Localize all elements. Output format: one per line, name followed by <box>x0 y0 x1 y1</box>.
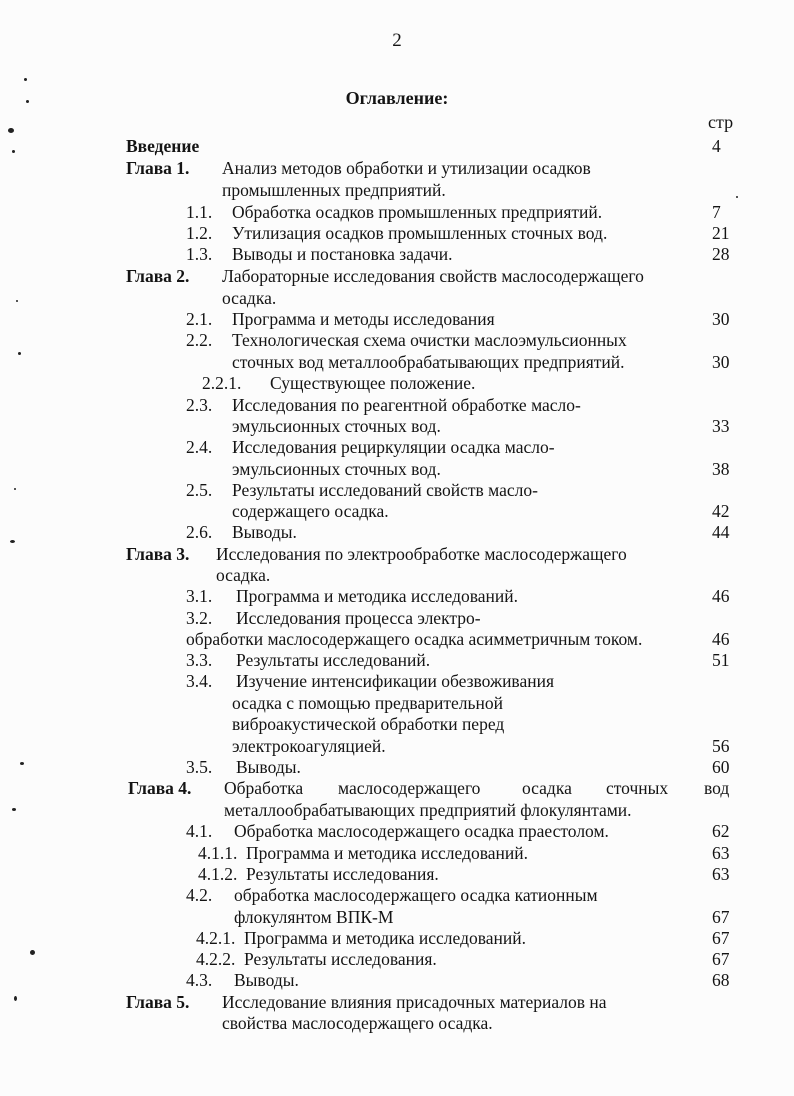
section-2-1-page: 30 <box>712 309 730 329</box>
section-2-3-text: Исследования по реагентной обработке масло- <box>232 395 581 415</box>
section-2-5-num: 2.5. <box>186 480 213 500</box>
section-3-5-num: 3.5. <box>186 757 213 777</box>
section-1-2-page: 21 <box>712 223 730 243</box>
section-2-6-num: 2.6. <box>186 522 213 542</box>
section-4-2-text-cont: флокулянтом ВПК-М <box>234 907 394 927</box>
intro-page: 4 <box>712 136 721 156</box>
scan-speck <box>10 540 15 543</box>
section-3-1-text: Программа и методика исследований. <box>236 586 518 606</box>
section-3-3-page: 51 <box>712 650 730 670</box>
section-3-4-text: Изучение интенсификации обезвоживания <box>236 671 555 691</box>
section-2-1-text: Программа и методы исследования <box>232 309 495 329</box>
section-1-1-text: Обработка осадков промышленных предприятий. <box>232 202 603 222</box>
scan-speck <box>18 352 21 355</box>
chapter-2-label: Глава 2. <box>126 266 190 286</box>
section-1-3-num: 1.3. <box>186 244 213 264</box>
chapter-1-label: Глава 1. <box>126 158 190 178</box>
scan-speck <box>16 300 18 302</box>
section-1-2-num: 1.2. <box>186 223 213 243</box>
section-4-2-num: 4.2. <box>186 885 213 905</box>
section-3-2-text: Исследования процесса электро- <box>236 608 481 628</box>
scan-speck <box>8 128 14 133</box>
section-3-2-text-cont: обработки маслосодержащего осадка асимметричным током. <box>186 629 643 649</box>
section-1-1-page: 7 <box>712 202 721 222</box>
section-3-3-num: 3.3. <box>186 650 213 670</box>
chapter-4-title-w5: вод <box>704 778 730 798</box>
section-4-2-2-num: 4.2.2. <box>196 949 236 969</box>
section-1-1-num: 1.1. <box>186 202 213 222</box>
section-2-6-page: 44 <box>712 522 730 542</box>
section-2-5-text: Результаты исследований свойств масло- <box>232 480 538 500</box>
section-3-1-num: 3.1. <box>186 586 213 606</box>
scan-speck <box>12 150 15 153</box>
chapter-4-title-w3: осадка <box>522 778 572 798</box>
section-2-5-text-cont: содержащего осадка. <box>232 501 389 521</box>
toc-title: Оглавление: <box>345 88 449 108</box>
section-4-2-1-num: 4.2.1. <box>196 928 236 948</box>
section-4-1-page: 62 <box>712 821 730 841</box>
scan-speck <box>736 196 738 198</box>
section-4-1-1-text: Программа и методика исследований. <box>246 843 528 863</box>
page-number: 2 <box>392 30 402 51</box>
section-4-2-page: 67 <box>712 907 730 927</box>
section-2-2-page: 30 <box>712 352 730 372</box>
section-2-6-text: Выводы. <box>232 522 297 542</box>
chapter-1-title: Анализ методов обработки и утилизации осадков <box>222 158 591 178</box>
scan-speck <box>14 488 16 490</box>
section-2-3-text-cont: эмульсионных сточных вод. <box>232 416 441 436</box>
section-4-1-2-text: Результаты исследования. <box>246 864 439 884</box>
chapter-4-title-w2: маслосодержащего <box>338 778 481 798</box>
section-4-2-2-text: Результаты исследования. <box>244 949 437 969</box>
section-3-2-page: 46 <box>712 629 730 649</box>
chapter-3-label: Глава 3. <box>126 544 190 564</box>
scan-speck <box>24 78 27 81</box>
section-2-2-1-num: 2.2.1. <box>202 373 242 393</box>
section-4-1-2-num: 4.1.2. <box>198 864 238 884</box>
section-2-2-num: 2.2. <box>186 330 213 350</box>
chapter-1-title-cont: промышленных предприятий. <box>222 180 446 200</box>
section-3-4-num: 3.4. <box>186 671 213 691</box>
page-column-header: стр <box>708 112 734 132</box>
section-4-2-text: обработка маслосодержащего осадка катионным <box>234 885 598 905</box>
section-3-4-page: 56 <box>712 736 730 756</box>
section-1-3-text: Выводы и постановка задачи. <box>232 244 453 264</box>
chapter-5-title-cont: свойства маслосодержащего осадка. <box>222 1013 493 1033</box>
section-3-5-text: Выводы. <box>236 757 301 777</box>
section-2-3-page: 33 <box>712 416 730 436</box>
chapter-4-label: Глава 4. <box>128 778 192 798</box>
section-2-3-num: 2.3. <box>186 395 213 415</box>
chapter-4-title-w1: Обработка <box>224 778 304 798</box>
section-2-5-page: 42 <box>712 501 730 521</box>
section-2-4-text-cont: эмульсионных сточных вод. <box>232 459 441 479</box>
section-3-4-text-l2: осадка с помощью предварительной <box>232 693 503 713</box>
scan-speck <box>14 996 17 1001</box>
section-4-1-text: Обработка маслосодержащего осадка праестолом. <box>234 821 609 841</box>
section-3-4-text-l3: виброакустической обработки перед <box>232 714 505 734</box>
section-2-2-text-cont: сточных вод металлообрабатывающих предприятий. <box>232 352 625 372</box>
chapter-3-title-cont: осадка. <box>216 565 271 585</box>
section-4-2-1-page: 67 <box>712 928 730 948</box>
section-2-1-num: 2.1. <box>186 309 213 329</box>
section-4-1-num: 4.1. <box>186 821 213 841</box>
chapter-3-title: Исследования по электрообработке маслосодержащего <box>216 544 627 564</box>
scan-speck <box>26 100 29 103</box>
section-4-1-1-page: 63 <box>712 843 730 863</box>
scan-speck <box>12 808 16 811</box>
section-1-2-text: Утилизация осадков промышленных сточных вод. <box>232 223 608 243</box>
chapter-4-title-cont: металлообрабатывающих предприятий флокулянтами. <box>224 800 632 820</box>
section-2-4-text: Исследования рециркуляции осадка масло- <box>232 437 555 457</box>
section-3-2-num: 3.2. <box>186 608 213 628</box>
section-4-2-1-text: Программа и методика исследований. <box>244 928 526 948</box>
scan-speck <box>30 950 35 955</box>
section-3-1-page: 46 <box>712 586 730 606</box>
chapter-2-title-cont: осадка. <box>222 288 277 308</box>
intro-label: Введение <box>126 136 200 156</box>
section-4-1-1-num: 4.1.1. <box>198 843 238 863</box>
section-2-4-num: 2.4. <box>186 437 213 457</box>
chapter-5-title: Исследование влияния присадочных материалов на <box>222 992 607 1012</box>
section-4-3-text: Выводы. <box>234 970 299 990</box>
section-4-3-num: 4.3. <box>186 970 213 990</box>
section-3-5-page: 60 <box>712 757 730 777</box>
section-3-3-text: Результаты исследований. <box>236 650 431 670</box>
section-4-3-page: 68 <box>712 970 730 990</box>
section-2-4-page: 38 <box>712 459 730 479</box>
chapter-2-title: Лабораторные исследования свойств маслосодержащего <box>222 266 644 286</box>
section-1-3-page: 28 <box>712 244 730 264</box>
scan-speck <box>20 762 24 765</box>
section-2-2-text: Технологическая схема очистки маслоэмульсионных <box>232 330 627 350</box>
section-4-2-2-page: 67 <box>712 949 730 969</box>
chapter-4-title-w4: сточных <box>606 778 669 798</box>
section-3-4-text-l4: электрокоагуляцией. <box>232 736 386 756</box>
section-4-1-2-page: 63 <box>712 864 730 884</box>
chapter-5-label: Глава 5. <box>126 992 190 1012</box>
section-2-2-1-text: Существующее положение. <box>270 373 476 393</box>
